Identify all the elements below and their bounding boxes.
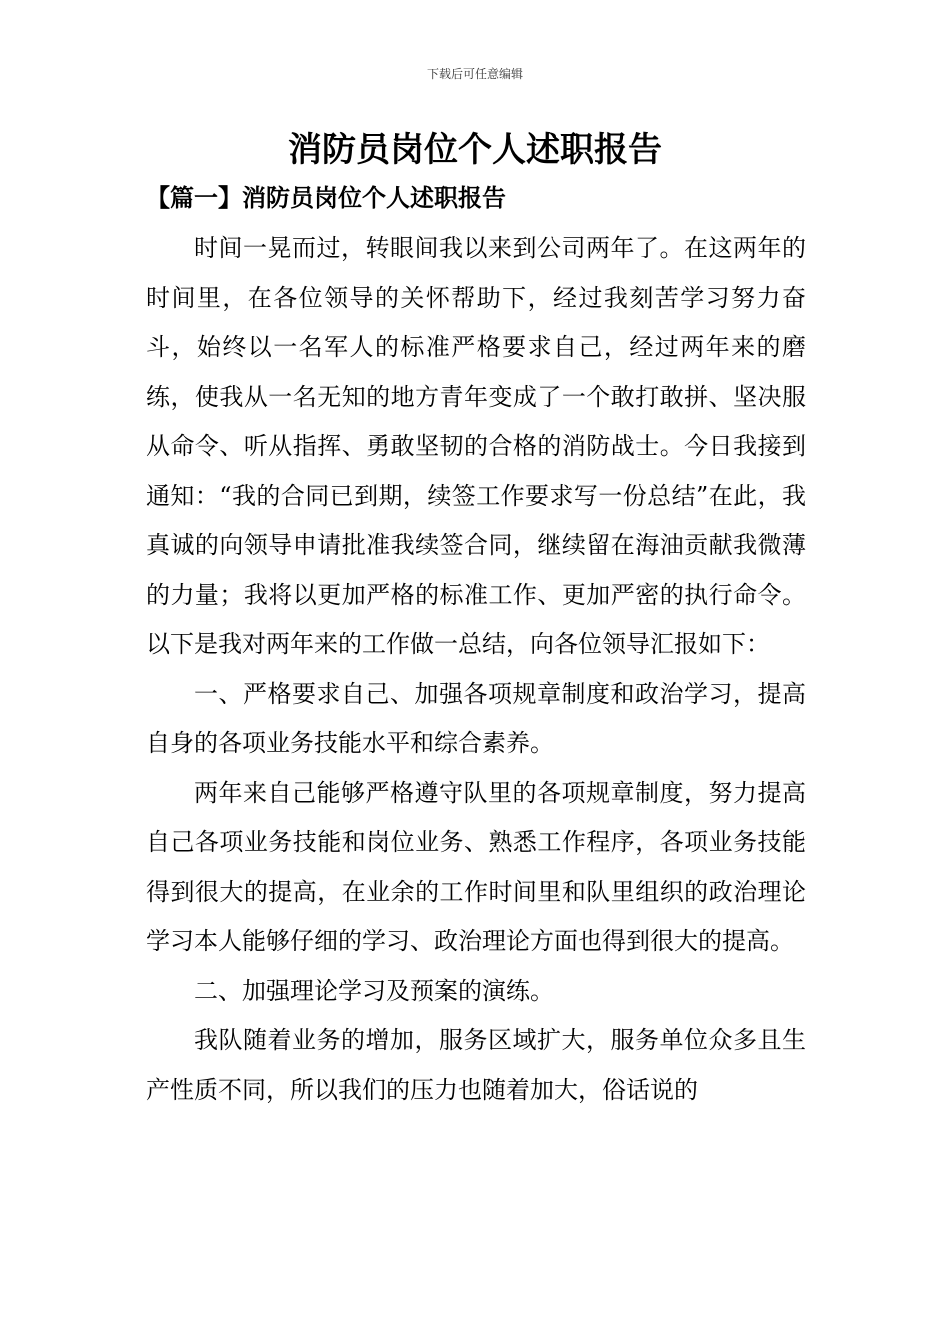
document-body <box>146 224 806 1115</box>
document-title: 消防员岗位个人述职报告 <box>288 130 662 170</box>
paragraph: 两年来自己能够严格遵守队里的各项规章制度，努力提高自己各项业务技能和岗位业务、熟悉工作程序，各项业务技能得到很大的提高，在业余的工作时间里和队里组织的政治理论学习本人能够仔细的学习、政治理论方面也得到很大的提高。 <box>146 778 806 955</box>
paragraph: 一、严格要求自己、加强各项规章制度和政治学习，提高自身的各项业务技能水平和综合素养。 <box>146 679 806 757</box>
section-heading: 【篇一】消防员岗位个人述职报告 <box>146 183 506 212</box>
paragraph: 二、加强理论学习及预案的演练。 <box>194 976 554 1005</box>
header-note: 下载后可任意编辑 <box>426 67 523 81</box>
paragraph: 我队随着业务的增加，服务区域扩大，服务单位众多且生产性质不同，所以我们的压力也随着加大，俗话说的 <box>146 1026 806 1104</box>
paragraph: 时间一晃而过，转眼间我以来到公司两年了。在这两年的时间里，在各位领导的关怀帮助下，经过我刻苦学习努力奋斗，始终以一名军人的标准严格要求自己，经过两年来的磨练，使我从一名无知的地方青年变成了一个敢打敢拼、坚决服从命令、听从指挥、勇敢坚韧的合格的消防战士。今日我接到通知：“我的合同已到期，续签工作要求写一份总结”在此，我真诚的向领导申请批准我续签合同，继续留在海油贡献我微薄的力量；我将以更加严格的标准工作、更加严密的执行命令。以下是我对两年来的工作做一总结，向各位领导汇报如下： <box>146 234 806 658</box>
